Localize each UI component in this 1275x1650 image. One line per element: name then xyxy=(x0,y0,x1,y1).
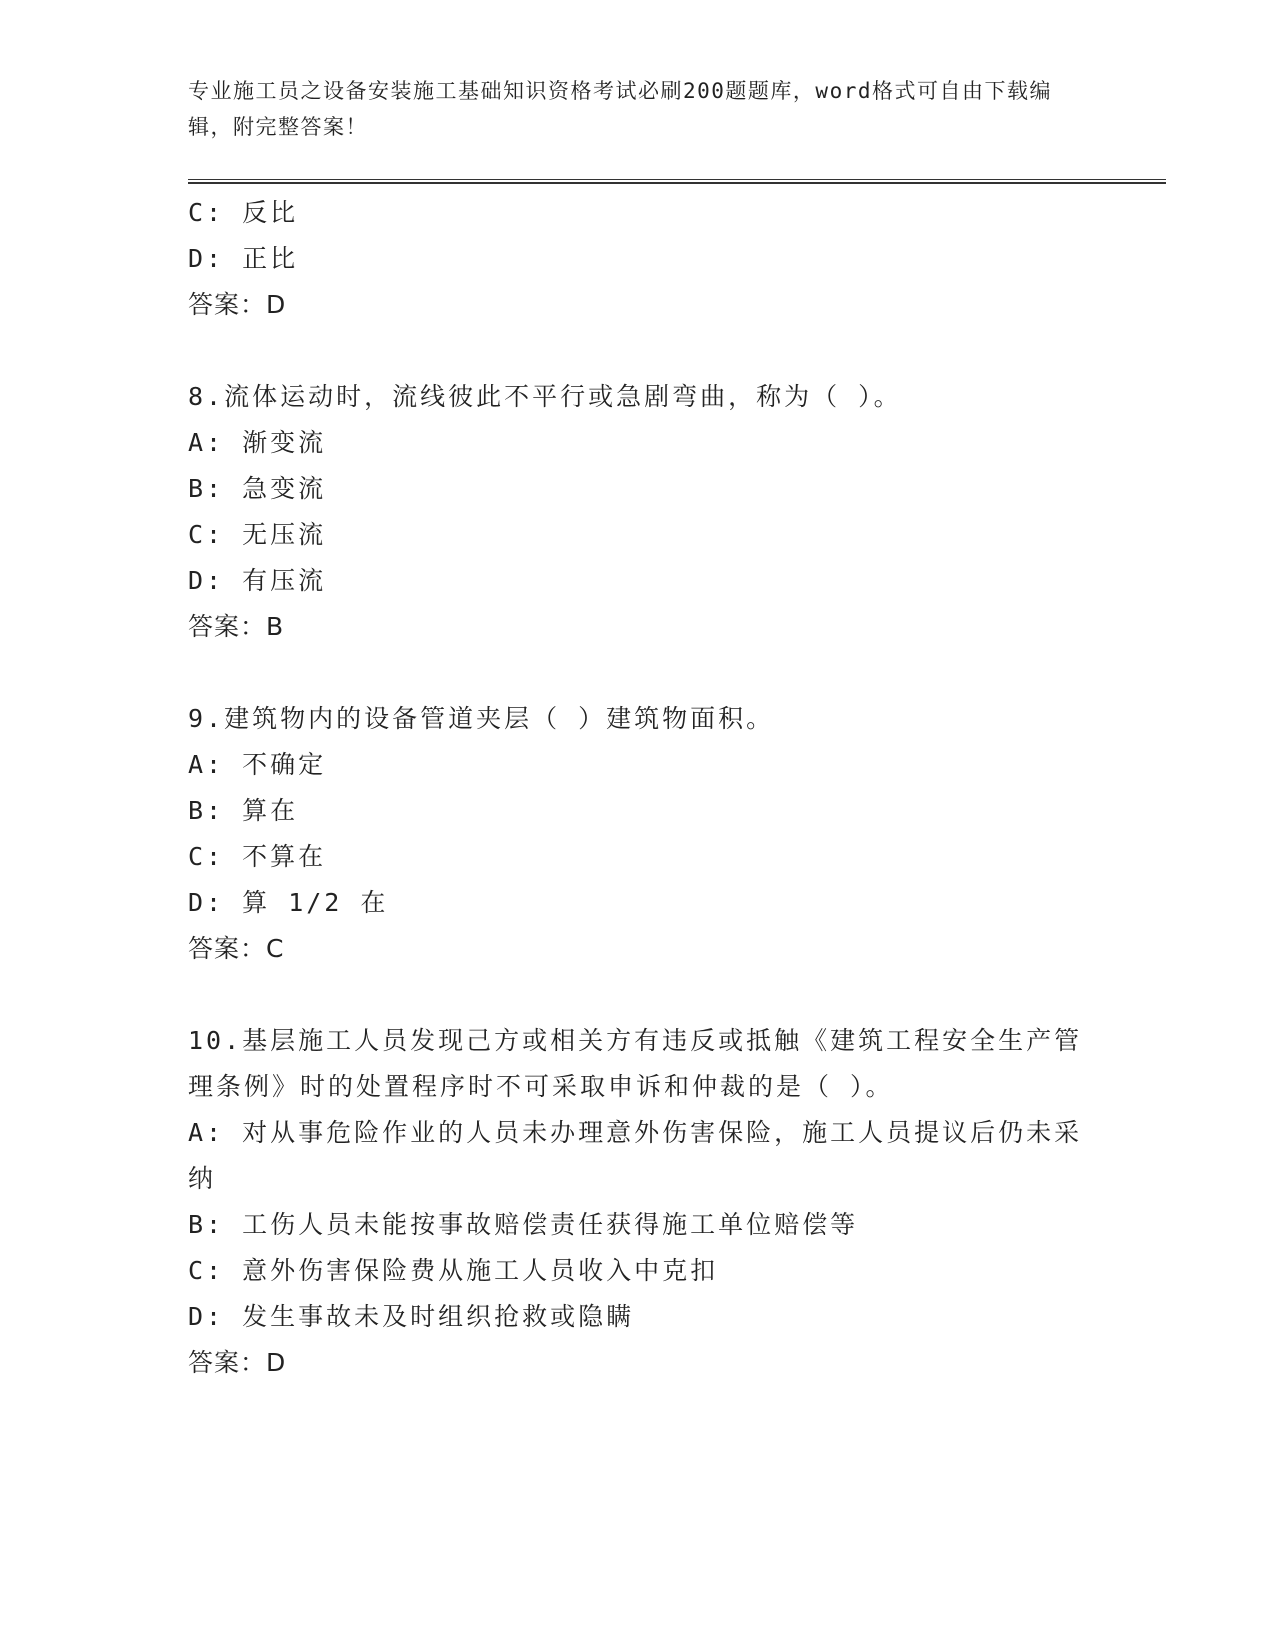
option-d: D: 有压流 xyxy=(188,566,327,595)
spacer xyxy=(188,972,1088,1018)
option-d: D: 正比 xyxy=(188,244,299,273)
question-block-prev xyxy=(188,190,1088,328)
answer-line: 答案：D xyxy=(188,290,287,319)
option-b: B: 急变流 xyxy=(188,474,327,503)
question-list xyxy=(188,190,1088,1386)
option-b: B: 工伤人员未能按事故赔偿责任获得施工单位赔偿等 xyxy=(188,1210,859,1239)
option-b: B: 算在 xyxy=(188,796,299,825)
header-rule-thin xyxy=(188,179,1166,180)
option-c: C: 意外伤害保险费从施工人员收入中克扣 xyxy=(188,1256,719,1285)
option-d: D: 发生事故未及时组织抢救或隐瞒 xyxy=(188,1302,635,1331)
option-a: A: 不确定 xyxy=(188,750,327,779)
question-stem: 10.基层施工人员发现己方或相关方有违反或抵触《建筑工程安全生产管理条例》时的处置程序时不可采取申诉和仲裁的是（ ）。 xyxy=(188,1026,1083,1101)
spacer xyxy=(188,650,1088,696)
question-block-8 xyxy=(188,374,1088,650)
answer-line: 答案：D xyxy=(188,1348,287,1377)
question-block-10 xyxy=(188,1018,1088,1386)
option-c: C: 不算在 xyxy=(188,842,327,871)
option-c: C: 反比 xyxy=(188,198,299,227)
document-header: 专业施工员之设备安装施工基础知识资格考试必刷200题题库，word格式可自由下载编辑，附完整答案！ xyxy=(188,79,1052,139)
option-a: A: 渐变流 xyxy=(188,428,327,457)
question-stem: 9.建筑物内的设备管道夹层（ ）建筑物面积。 xyxy=(188,704,775,733)
header-rule-thick xyxy=(188,182,1166,184)
question-stem: 8.流体运动时，流线彼此不平行或急剧弯曲，称为（ ）。 xyxy=(188,382,902,411)
answer-line: 答案：B xyxy=(188,612,285,641)
spacer xyxy=(188,328,1088,374)
option-d: D: 算 1/2 在 xyxy=(188,888,389,917)
question-block-9 xyxy=(188,696,1088,972)
option-a: A: 对从事危险作业的人员未办理意外伤害保险，施工人员提议后仍未采纳 xyxy=(188,1118,1083,1193)
option-c: C: 无压流 xyxy=(188,520,327,549)
answer-line: 答案：C xyxy=(188,934,285,963)
